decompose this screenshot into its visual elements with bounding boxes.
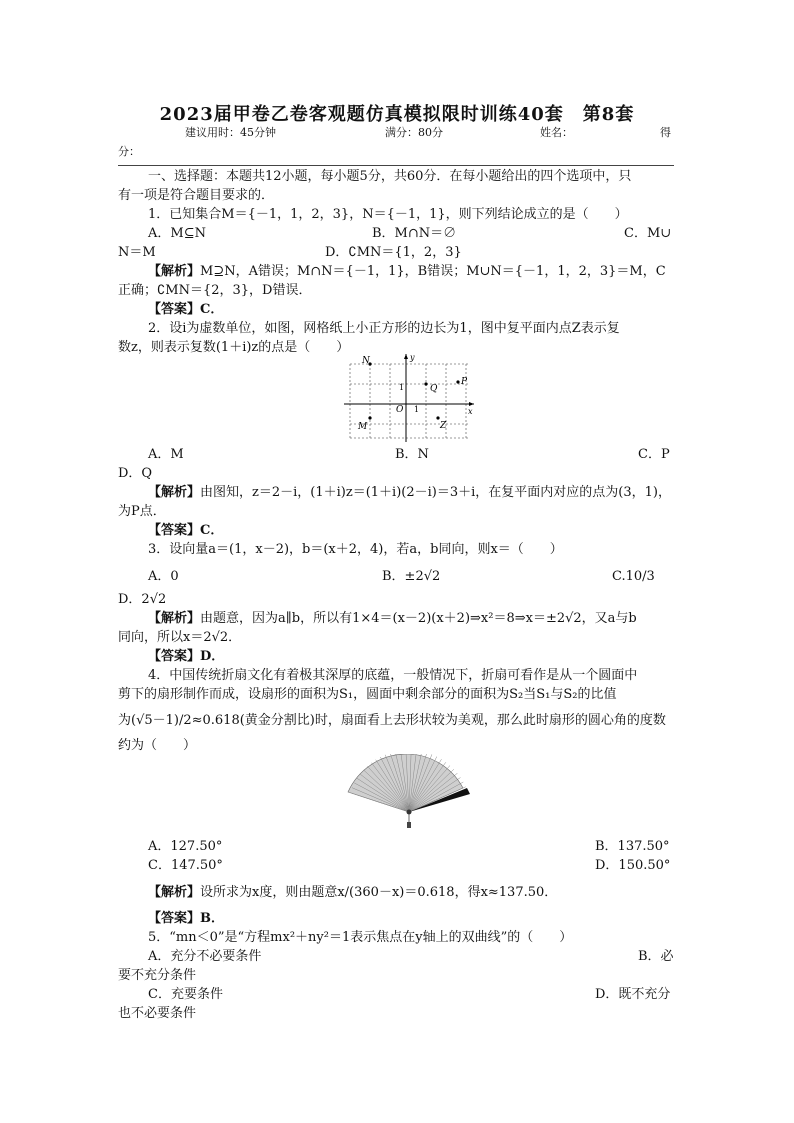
complex-plane-figure <box>340 352 480 444</box>
q4-stem-2: 剪下的扇形制作而成，设扇形的面积为S₁，圆面中剩余部分的面积为S₂当S₁与S₂的比值 <box>118 687 617 702</box>
q2-option-c: C．P <box>638 447 670 462</box>
point-p <box>456 380 459 383</box>
q4-answer-value: B． <box>200 911 225 926</box>
q1-option-c-cont: N＝M <box>118 245 156 260</box>
point-z <box>436 416 439 419</box>
label-y-one: 1 <box>399 383 405 392</box>
name-label: 姓名： <box>540 126 573 139</box>
q5-option-d: D．既不充分 <box>595 987 671 1002</box>
q4-option-b: B．137.50° <box>595 839 670 854</box>
q5-option-a: A．充分不必要条件 <box>148 949 262 964</box>
q4-option-d: D．150.50° <box>595 858 671 873</box>
label-m: M <box>358 422 368 432</box>
label-x-axis: x <box>468 407 473 416</box>
q3-option-a: A．0 <box>148 569 179 584</box>
q2-analysis-cont: 为P点． <box>118 504 166 519</box>
label-x-one: 1 <box>414 405 420 414</box>
q1-answer <box>148 301 223 319</box>
q3-option-b: B．±2√2 <box>382 569 441 584</box>
q1-option-d: D．∁MN＝{1，2，3} <box>325 245 462 260</box>
q2-stem-1: 2．设i为虚数单位，如图，网格纸上小正方形的边长为1，图中复平面内点Z表示复 <box>148 321 620 336</box>
q1-stem: 1．已知集合M＝{－1，1，2，3}，N＝{－1，1}，则下列结论成立的是（ ） <box>148 207 628 222</box>
folding-fan-image <box>346 754 472 836</box>
label-p: P <box>461 377 468 387</box>
q4-analysis <box>148 884 557 902</box>
q2-option-d: D．Q <box>118 466 153 481</box>
label-origin: O <box>396 405 404 415</box>
q4-analysis-text: 设所求为x度，则由题意x/(360－x)＝0.618，得x≈137.50． <box>200 885 558 900</box>
q2-answer-value: C． <box>200 523 224 538</box>
label-n: N <box>362 356 370 366</box>
q3-analysis <box>148 610 637 628</box>
q3-analysis-tag: 【解析】 <box>148 611 201 626</box>
q1-analysis-text: M⊇N，A错误；M∩N＝{－1，1}，B错误；M∪N＝{－1，1，2，3}＝M，C <box>200 264 666 279</box>
q4-stem-4: 约为（ ） <box>118 738 197 753</box>
q1-answer-value: C． <box>200 302 224 317</box>
q4-answer <box>148 910 224 928</box>
q1-option-a: A．M⊆N <box>148 226 206 241</box>
q2-analysis-tag: 【解析】 <box>148 485 201 500</box>
q4-stem-3: 为(√5－1)/2≈0.618(黄金分割比)时，扇面看上去形状较为美观，那么此时扇形的圆心角的度数 <box>118 713 666 728</box>
q3-analysis-text: 由题意，因为a∥b，所以有1×4＝(x－2)(x＋2)⇒x²＝8⇒x＝±2√2，又a与b <box>200 611 637 626</box>
q3-answer <box>148 648 224 666</box>
intro-line-1: 一、选择题：本题共12小题，每小题5分，共60分．在每小题给出的四个选项中，只 <box>148 169 632 184</box>
header-divider <box>118 165 674 166</box>
fan-tassel <box>407 822 411 828</box>
fan-pivot <box>407 810 412 815</box>
q4-stem-1: 4．中国传统折扇文化有着极其深厚的底蕴，一般情况下，折扇可看作是从一个圆面中 <box>148 668 638 683</box>
q5-option-b-cont: 要不充分条件 <box>118 968 197 983</box>
q1-option-c: C．M∪ <box>624 226 672 241</box>
label-y-axis: y <box>410 353 415 362</box>
q3-answer-value: D． <box>200 649 225 664</box>
q3-analysis-cont: 同向，所以x＝2√2． <box>118 630 242 645</box>
q2-option-b: B．N <box>395 447 429 462</box>
q4-option-c: C．147.50° <box>148 858 223 873</box>
q2-answer-tag: 【答案】 <box>148 523 201 538</box>
q4-answer-tag: 【答案】 <box>148 911 201 926</box>
q3-option-d: D．2√2 <box>118 592 167 607</box>
q5-option-d-cont: 也不必要条件 <box>118 1006 197 1021</box>
fen-label: 分： <box>118 145 140 158</box>
q1-answer-tag: 【答案】 <box>148 302 201 317</box>
q2-stem-2: 数z，则表示复数(1＋i)z的点是（ ） <box>118 340 350 355</box>
q1-analysis-tag: 【解析】 <box>148 264 201 279</box>
intro-line-2: 有一项是符合题目要求的． <box>118 188 275 203</box>
time-label: 建议用时：45分钟 <box>185 126 276 139</box>
q2-option-a: A．M <box>148 447 184 462</box>
x-axis-arrow <box>469 402 474 406</box>
q5-option-b: B．必 <box>638 949 674 964</box>
q2-analysis-text: 由图知，z＝2－i，(1＋i)z＝(1＋i)(2－i)＝3＋i，在复平面内对应的点为(3，1)， <box>200 485 671 500</box>
q2-answer <box>148 522 223 540</box>
grid-lines <box>350 364 470 438</box>
point-m <box>368 416 371 419</box>
q5-option-c: C．充要条件 <box>148 987 223 1002</box>
q1-analysis <box>148 263 666 281</box>
q3-answer-tag: 【答案】 <box>148 649 201 664</box>
q1-analysis-cont: 正确；∁MN＝{2，3}，D错误． <box>118 283 312 298</box>
q4-option-a: A．127.50° <box>148 839 223 854</box>
q3-option-c: C.10/3 <box>612 569 655 584</box>
q3-stem: 3．设向量a＝(1，x－2)，b＝(x＋2，4)，若a，b同向，则x＝（ ） <box>148 542 563 557</box>
q2-analysis <box>148 484 671 502</box>
page-title: 2023届甲卷乙卷客观题仿真模拟限时训练40套 第8套 <box>159 104 635 125</box>
q1-option-b: B．M∩N＝∅ <box>372 226 457 241</box>
score-label: 满分：80分 <box>385 126 443 139</box>
defen-label: 得 <box>660 126 671 139</box>
label-q: Q <box>430 384 438 394</box>
label-z: Z <box>440 421 447 431</box>
q5-stem: 5．“mn＜0”是“方程mx²＋ny²＝1表示焦点在y轴上的双曲线”的（ ） <box>148 930 573 945</box>
point-q <box>424 382 427 385</box>
y-axis-arrow <box>404 354 408 359</box>
q4-analysis-tag: 【解析】 <box>148 885 201 900</box>
